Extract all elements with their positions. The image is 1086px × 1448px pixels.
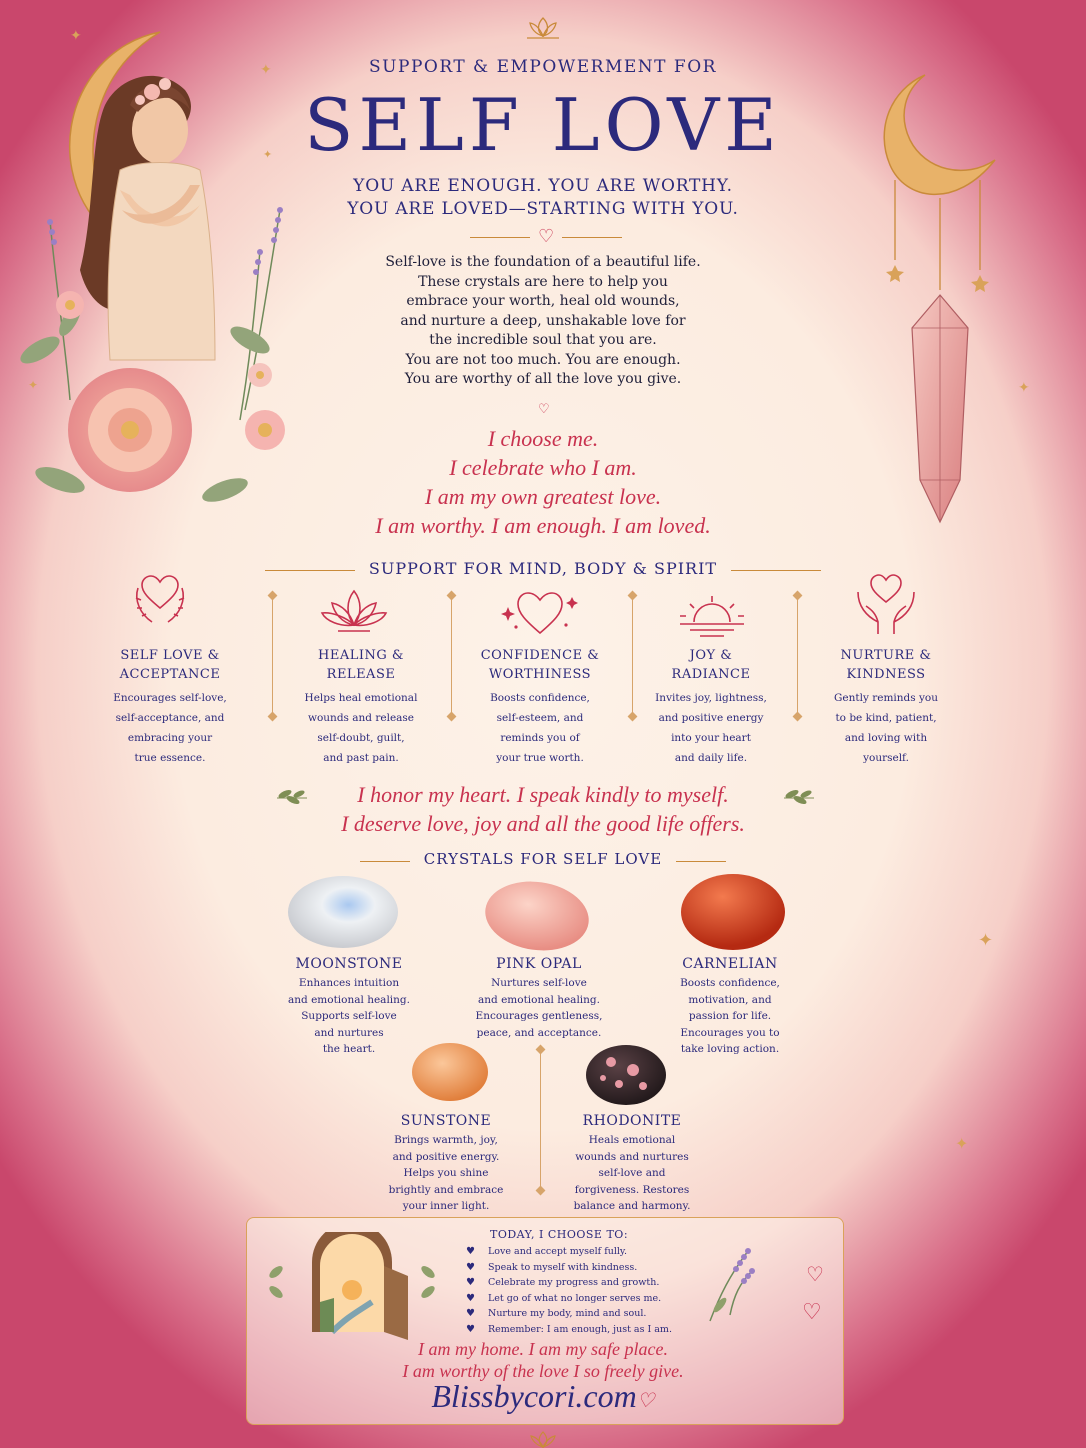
leaf-sprig-icon: [782, 786, 816, 808]
benefit-title: [286, 646, 436, 684]
benefit-line: wounds and release: [307, 712, 415, 724]
heart-outline-icon: ♡: [802, 1300, 822, 1325]
page-title: SELF LOVE: [304, 83, 782, 167]
benefit-line: embracing your: [127, 732, 213, 744]
tagline-line: YOU ARE ENOUGH. YOU ARE WORTHY.: [353, 176, 733, 196]
sparkle-icon: ✦: [70, 28, 82, 44]
lotus-ornament-icon: [523, 14, 563, 40]
benefit-line: self-acceptance, and: [115, 712, 225, 724]
benefit-title-line: JOY &: [689, 648, 733, 663]
column-divider: [272, 596, 273, 716]
crystal-line: balance and harmony.: [573, 1200, 691, 1212]
benefit-line: Helps heal emotional: [304, 692, 418, 704]
crystal-line: take loving action.: [680, 1043, 780, 1055]
crystal-description: [274, 975, 424, 1058]
crystal-description: [464, 975, 614, 1041]
tagline-line: YOU ARE LOVED—STARTING WITH YOU.: [347, 199, 739, 219]
sparkle-icon: ✦: [978, 930, 994, 951]
benefit-title: [636, 646, 786, 684]
crystal-name: MOONSTONE: [295, 956, 403, 972]
benefit-title: [811, 646, 961, 684]
crystals-heading: CRYSTALS FOR SELF LOVE: [423, 850, 663, 868]
benefit-description: [641, 688, 781, 768]
benefit-title: [465, 646, 615, 684]
crystal-line: peace, and acceptance.: [476, 1026, 602, 1039]
affirmation-line: I am worthy of the love I so freely give.: [402, 1361, 684, 1381]
sparkle-icon: ✦: [263, 148, 273, 161]
crystal-line: the heart.: [322, 1043, 376, 1055]
crystal-line: passion for life.: [688, 1010, 772, 1022]
crystal-line: Enhances intuition: [298, 977, 400, 989]
crystal-line: forgiveness. Restores: [574, 1183, 690, 1196]
benefit-line: and daily life.: [674, 752, 748, 764]
benefit-line: Boosts confidence,: [490, 692, 590, 704]
header-kicker: SUPPORT & EMPOWERMENT FOR: [369, 57, 717, 77]
sparkle-icon: ✦: [1018, 380, 1030, 396]
affirmation-line: I am my home. I am my safe place.: [418, 1339, 668, 1359]
crystal-line: your inner light.: [402, 1200, 490, 1212]
crystal-description: [655, 975, 805, 1058]
open-door-illustration: [262, 1232, 442, 1342]
sunrise-icon: [676, 592, 748, 638]
crystal-line: brightly and embrace: [388, 1183, 504, 1196]
affirmation-line: I deserve love, joy and all the good life offers.: [341, 811, 745, 836]
divider-line: [731, 570, 821, 571]
benefit-line: reminds you of: [500, 732, 580, 744]
moonstone-stone: [285, 872, 401, 952]
crystal-description: [557, 1132, 707, 1215]
sparkle-heart-icon: [500, 585, 580, 641]
pink-opal-stone: [482, 878, 592, 954]
crystal-line: Helps you shine: [403, 1167, 489, 1179]
small-heart-icon: ♡: [538, 402, 550, 417]
crystal-line: motivation, and: [688, 993, 772, 1006]
crystal-line: Encourages gentleness,: [475, 1010, 603, 1022]
benefit-title-line: NURTURE &: [840, 648, 932, 663]
affirmations-middle: [300, 780, 786, 838]
choose-item: ♥ Love and accept myself fully.: [466, 1244, 706, 1260]
sparkle-icon: ✦: [28, 378, 39, 392]
affirmations-top: [320, 424, 766, 540]
benefit-line: into your heart: [671, 732, 751, 744]
crystal-line: Heals emotional: [588, 1134, 676, 1146]
affirmation-line: I honor my heart. I speak kindly to myself.: [357, 782, 729, 807]
carnelian-stone: [678, 870, 788, 954]
crystal-line: and nurtures: [314, 1026, 384, 1039]
crystal-line: self-love and: [598, 1167, 666, 1179]
benefit-line: and positive energy: [658, 712, 764, 724]
intro-line: You are not too much. You are enough.: [405, 351, 681, 368]
crystal-line: Encourages you to: [680, 1026, 780, 1039]
intro-line: the incredible soul that you are.: [429, 332, 657, 348]
benefit-line: Gently reminds you: [834, 692, 938, 704]
heart-outline-icon: ♡: [806, 1262, 824, 1286]
crystal-line: Supports self-love: [301, 1010, 397, 1022]
crystal-name: CARNELIAN: [682, 956, 778, 972]
benefit-description: [100, 688, 240, 768]
benefit-title-line: WORTHINESS: [488, 667, 592, 682]
lavender-icon: [700, 1245, 760, 1325]
divider-line: [676, 861, 726, 862]
hands-heart-icon: [852, 570, 920, 638]
intro-line: These crystals are here to help you: [418, 273, 668, 290]
benefit-line: true essence.: [134, 752, 206, 764]
crystal-line: and emotional healing.: [288, 993, 410, 1006]
choose-heading: TODAY, I CHOOSE TO:: [490, 1228, 629, 1241]
crystal-line: Boosts confidence,: [680, 977, 780, 989]
choose-item: ♥ Celebrate my progress and growth.: [466, 1275, 706, 1291]
column-divider: [797, 596, 798, 716]
crystal-name: PINK OPAL: [496, 956, 582, 972]
benefit-title-line: RELEASE: [326, 667, 396, 682]
crystal-name: RHODONITE: [582, 1113, 682, 1129]
crystal-line: and emotional healing.: [478, 993, 600, 1006]
heart-divider-icon: ♡: [538, 226, 555, 247]
heart-wreath-icon: [128, 568, 192, 634]
crystal-name: SUNSTONE: [400, 1113, 492, 1129]
intro-line: embrace your worth, heal old wounds,: [406, 293, 680, 309]
choose-item: ♥ Nurture my body, mind and soul.: [466, 1306, 706, 1322]
choose-list: [466, 1244, 706, 1337]
benefit-title-line: HEALING &: [318, 648, 404, 663]
benefit-line: your true worth.: [496, 752, 584, 764]
benefit-line: self-esteem, and: [496, 712, 584, 724]
benefit-title-line: ACCEPTANCE: [119, 667, 221, 682]
crystal-description: [371, 1132, 521, 1215]
intro-paragraph: [330, 253, 756, 390]
benefit-title-line: SELF LOVE &: [120, 648, 220, 663]
choose-item: ♥ Let go of what no longer serves me.: [466, 1291, 706, 1307]
benefit-line: to be kind, patient,: [835, 712, 937, 724]
brand-link[interactable]: Blissbycori.com: [431, 1378, 637, 1414]
benefit-line: and loving with: [844, 732, 928, 744]
benefit-line: and past pain.: [323, 752, 399, 764]
benefit-line: Encourages self-love,: [113, 692, 227, 704]
crystal-divider: [540, 1050, 541, 1190]
benefit-line: self-doubt, guilt,: [317, 732, 405, 744]
divider-line: [562, 237, 622, 238]
sparkle-icon: ✦: [260, 62, 272, 78]
affirmations-bottom: [300, 1338, 786, 1382]
affirmation-line: I am my own greatest love.: [424, 484, 662, 509]
benefit-description: [291, 688, 431, 768]
crystal-line: wounds and nurtures: [575, 1150, 689, 1163]
divider-line: [470, 237, 530, 238]
affirmation-line: I choose me.: [487, 426, 599, 451]
benefit-description: [816, 688, 956, 768]
divider-line: [265, 570, 355, 571]
benefit-title-line: CONFIDENCE &: [480, 648, 600, 663]
hanging-moon-crystal-illustration: [870, 70, 1010, 530]
benefit-title-line: KINDNESS: [846, 667, 926, 682]
brand-heart-icon: ♡: [636, 1390, 655, 1412]
brand-footer[interactable]: [343, 1378, 743, 1415]
crystal-line: Nurtures self-love: [491, 977, 587, 989]
affirmation-line: I celebrate who I am.: [449, 455, 637, 480]
benefit-title-line: RADIANCE: [671, 667, 751, 682]
column-divider: [451, 596, 452, 716]
sparkle-icon: ✦: [955, 1134, 969, 1153]
choose-item: ♥ Remember: I am enough, just as I am.: [466, 1322, 706, 1338]
lotus-icon: [318, 585, 390, 637]
benefit-description: [470, 688, 610, 768]
benefit-line: Invites joy, lightness,: [655, 692, 767, 704]
woman-embracing-self-illustration: [10, 20, 320, 580]
intro-line: You are worthy of all the love you give.: [404, 371, 682, 387]
crystal-line: Brings warmth, joy,: [394, 1134, 498, 1146]
affirmation-line: I am worthy. I am enough. I am loved.: [375, 513, 711, 538]
benefit-line: yourself.: [863, 752, 909, 764]
choose-item: ♥ Speak to myself with kindness.: [466, 1260, 706, 1276]
intro-line: and nurture a deep, unshakable love for: [400, 312, 686, 329]
benefit-title: [95, 646, 245, 684]
support-heading: SUPPORT FOR MIND, BODY & SPIRIT: [368, 559, 718, 578]
crystal-line: and positive energy.: [392, 1150, 500, 1163]
intro-line: Self-love is the foundation of a beautiful life.: [385, 254, 701, 270]
divider-line: [360, 861, 410, 862]
lotus-ornament-icon: [526, 1430, 560, 1448]
column-divider: [632, 596, 633, 716]
tagline: [290, 175, 796, 221]
